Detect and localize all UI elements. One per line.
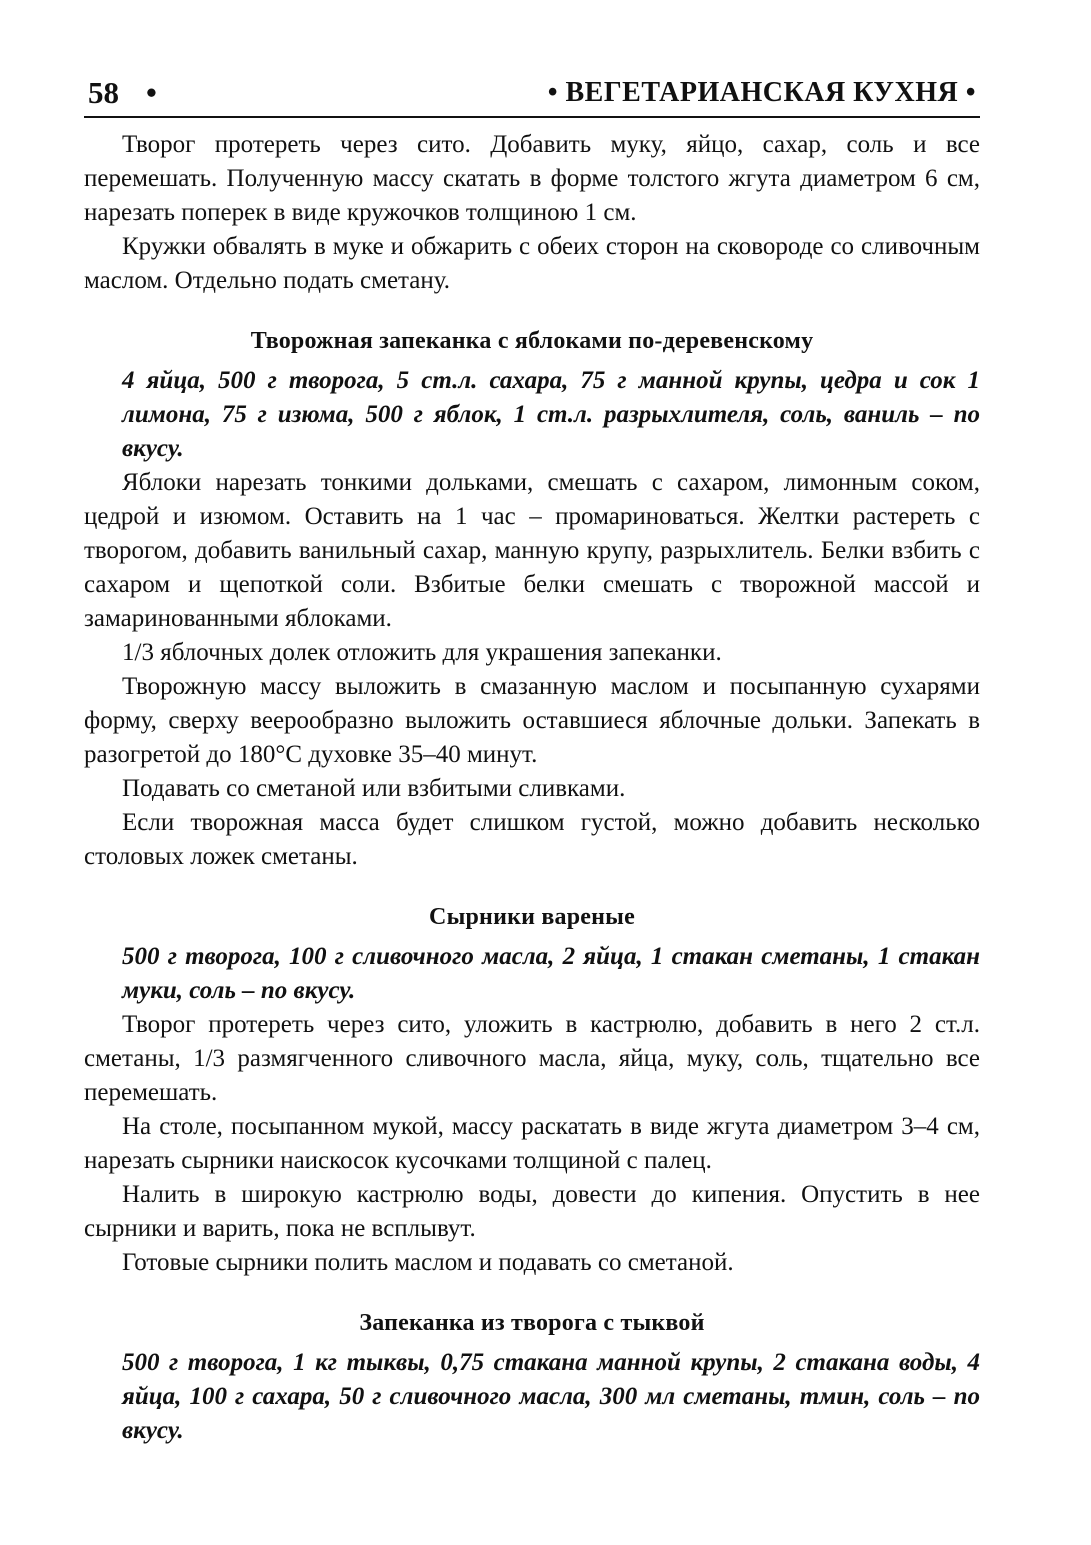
book-page [84, 72, 980, 1448]
page-header [84, 72, 980, 114]
recipe-step: Если творожная масса будет слишком густой, можно добавить несколько столовых ложек сметаны. [84, 809, 980, 870]
recipe-step: На столе, посыпанном мукой, массу раскатать в виде жгута диаметром 3–4 см, нарезать сырники наискосок кусочками толщиной с палец. [84, 1113, 980, 1174]
recipe-step: Яблоки нарезать тонкими дольками, смешать с сахаром, лимонным соком, цедрой и изюмом. Оставить на 1 час – промариноваться. Желтки растереть с творогом, добавить ванильный сахар, манную крупу, разрыхлитель. Белки взбить с сахаром и щепоткой соли. Взбитые белки смешать с творожной массой и замаринованными яблоками. [84, 469, 980, 632]
header-bullet: • [146, 75, 157, 110]
running-title: • ВЕГЕТАРИАНСКАЯ КУХНЯ • [547, 77, 976, 108]
page-number: 58 [88, 75, 119, 110]
recipe-step: Творог протереть через сито, уложить в кастрюлю, добавить в него 2 ст.л. сметаны, 1/3 размягченного сливочного масла, яйца, муку, соль, тщательно все перемешать. [84, 1011, 980, 1106]
page-content [84, 128, 980, 1448]
header-rule [84, 116, 980, 118]
recipe-step: Готовые сырники полить маслом и подавать со сметаной. [122, 1249, 734, 1276]
recipe-title: Творожная запеканка с яблоками по-деревенскому [250, 328, 814, 354]
recipe-title: Запеканка из творога с тыквой [359, 1310, 705, 1336]
recipe-step: Творожную массу выложить в смазанную маслом и посыпанную сухарями форму, сверху веерообразно выложить оставшиеся яблочные дольки. Запекать в разогретой до 180°С духовке 35–40 минут. [84, 673, 980, 768]
intro-paragraph: Творог протереть через сито. Добавить муку, яйцо, сахар, соль и все перемешать. Полученную массу скатать в форме толстого жгута диаметром 6 см, нарезать поперек в виде кружочков толщиною 1 см. [84, 131, 980, 226]
recipe-step: 1/3 яблочных долек отложить для украшения запеканки. [122, 639, 722, 666]
recipe-step: Подавать со сметаной или взбитыми сливками. [122, 775, 626, 802]
intro-paragraph: Кружки обвалять в муке и обжарить с обеих сторон на сковороде со сливочным маслом. Отдельно подать сметану. [84, 233, 980, 294]
recipe-ingredients: 500 г творога, 1 кг тыквы, 0,75 стакана манной крупы, 2 стакана воды, 4 яйца, 100 г сахара, 50 г сливочного масла, 300 мл сметаны, тмин, соль – по вкусу. [122, 1349, 980, 1444]
recipe-ingredients: 4 яйца, 500 г творога, 5 ст.л. сахара, 75 г манной крупы, цедра и сок 1 лимона, 75 г изюма, 500 г яблок, 1 ст.л. разрыхлителя, соль, ваниль – по вкусу. [122, 367, 980, 462]
recipe-step: Налить в широкую кастрюлю воды, довести до кипения. Опустить в нее сырники и варить, пока не всплывут. [84, 1181, 980, 1242]
recipe-title: Сырники вареные [429, 904, 635, 930]
recipe-ingredients: 500 г творога, 100 г сливочного масла, 2 яйца, 1 стакан сметаны, 1 стакан муки, соль – по вкусу. [122, 943, 980, 1004]
